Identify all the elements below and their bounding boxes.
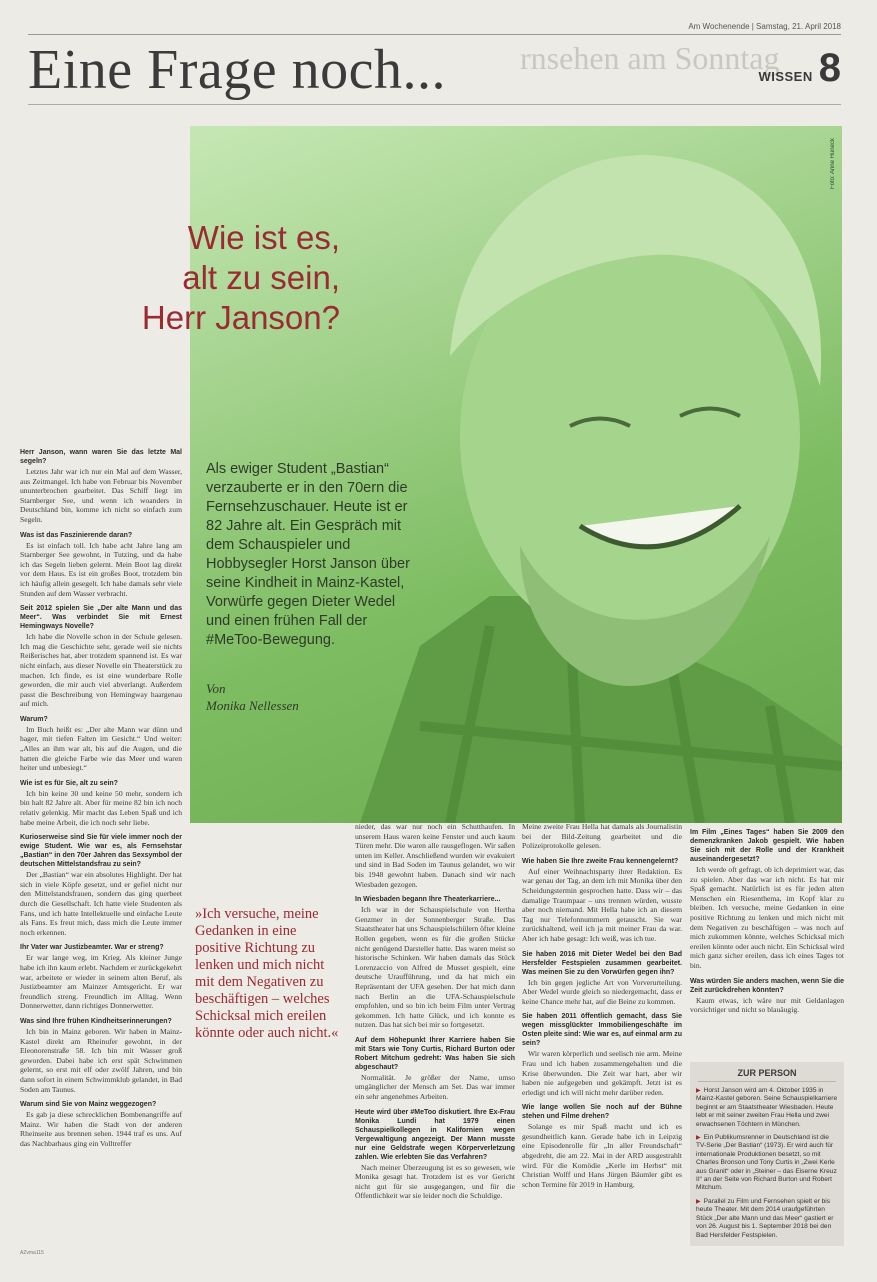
interview-answer: Ich werde oft gefragt, ob ich deprimiert war, das zu spielen. Aber das war ich nicht. Es hat mir Spaß gemacht. Natürlich ist es für jeden alten Menschen ein Riesenthema, im Kopf klar zu bleiben. Ich versuche, meine Gedanken in eine positive Richtung zu lenken und mich nicht mit dem Negativen zu beschäftigen – was noch auf mich zukommen könnte, welches Schicksal mich ereilen könnte oder auch nicht. Ein Schicksal wird mich ganz sicher ereilen, dass ich eines Tages tot bin. bbox=[690, 865, 844, 970]
interview-answer: Solange es mir Spaß macht und ich es gesundheitlich kann. Gerade habe ich in Leipzig eine Episodenrolle für „In aller Freundschaft“ abgedreht, die am 22. Mai in der ARD ausgestrahlt wird. Für die Komödie „Kerle im Herbst“ mit Christian Wolff und Hans Jürgen Bäumler gibt es schon Termine für 2019 in Hamburg. bbox=[522, 1122, 682, 1189]
byline-author: Monika Nellessen bbox=[206, 698, 299, 713]
text-column-3 bbox=[522, 822, 682, 1189]
interview-question: Wie lange wollen Sie noch auf der Bühne stehen und Filme drehen? bbox=[522, 1104, 682, 1121]
article-title-line: Herr Janson? bbox=[141, 299, 340, 336]
interview-answer: Ich war in der Schauspielschule von Hertha Genzmer in der Sonnenberger Straße. Das Staatstheater hat uns Schauspielschülern öfter kleine Rollen gegeben, wenn es für die großen Stücke nicht genügend Darsteller hatte. Das waren meist so historische Schinken. Wir haben damals das Stück Lorenzaccio von Alfred de Musset gespielt, eine deutsche Uraufführung, und da hat mich ein Repräsentant der UFA gesehen. Der hat mich dann nach Berlin an die UFA-Schauspielschule empfohlen, und so bin ich beim Film unter Vertrag gekommen. Ich hatte Glück, und ich konnte es nutzen. Das hat sich bei mir so fortgesetzt. bbox=[355, 905, 515, 1030]
page-headline: Eine Frage noch... bbox=[28, 39, 446, 101]
interview-answer: Nach meiner Überzeugung ist es so gewesen, wie Monika gesagt hat. Trotzdem ist es vor Gericht nicht gut für sie ausgegangen, und für die Öffentlichkeit war sie leider noch die Schuldige. bbox=[355, 1162, 515, 1201]
section-label bbox=[758, 46, 841, 91]
interview-answer: Es gab ja diese schrecklichen Bombenangriffe auf Mainz. Wir haben die Stadt von der anderen Rheinseite aus brennen sehen. 1944 traf es uns. Auf das Nachbarhaus ging ein Volltreffer bbox=[20, 1110, 182, 1148]
byline-prefix: Von bbox=[206, 681, 226, 696]
zur-person-box bbox=[690, 1062, 844, 1246]
interview-answer: Ich bin in Mainz geboren. Wir haben in Mainz-Kastel direkt am Rheinufer gewohnt, in der Eleonorenstraße 58. Ich bin mit Wasser groß geworden. Dabei habe ich erst spät Schwimmen gelernt, so erst mit elf oder zwölf Jahren, und bin dann sofort in einem Schwimmklub gelandet, in Bad Soden am Taunus. bbox=[20, 1026, 182, 1094]
interview-answer: Ich habe die Novelle schon in der Schule gelesen. Ich mag die Geschichte sehr, gerade weil sie nichts Reißerisches hat, aber trotzdem spannend ist. Es war nicht einfach, aus dieser Novelle ein Theaterstück zu machen. Ich finde, es ist eine wunderbare Rolle geworden, die mir auch viel abverlangt. Außerdem passt die Beschreibung von Hemingway haargenau auf mich. bbox=[20, 632, 182, 709]
zur-person-title: ZUR PERSON bbox=[698, 1062, 836, 1082]
interview-answer: Meine zweite Frau Hella hat damals als Journalistin bei der Bild-Zeitung gearbeitet und die Polizeiprotokolle gelesen. bbox=[522, 822, 682, 851]
dateline: Am Wochenende | Samstag, 21. April 2018 bbox=[688, 22, 841, 31]
interview-question: Warum? bbox=[20, 715, 48, 723]
header-rule bbox=[28, 104, 841, 105]
pull-quote: »Ich versuche, meine Gedanken in eine positive Richtung zu lenken und mich nicht mit dem Negativen zu beschäftigen – welches Schicksal mich ereilen könnte oder auch nicht.« bbox=[195, 906, 339, 1041]
footer-code: AZvma115 bbox=[20, 1250, 44, 1256]
interview-question: Sie haben 2011 öffentlich gemacht, dass Sie wegen missglückter Immobiliengeschäfte im Osten pleite sind: Wie war es, auf einmal arm zu sein? bbox=[522, 1013, 682, 1048]
text-column-1 bbox=[20, 442, 182, 1148]
zur-person-item: ▶ Ein Publikumsrenner in Deutschland ist die TV-Serie „Der Bastian“ (1973). Er wird auch für internationale Produktionen besetzt, so mit Charles Bronson und Tony Curtis in „Zwei Kerle aus Granit“ oder in „Steiner – das Eiserne Kreuz II“ an der Seite von Richard Burton und Robert Mitchum. bbox=[696, 1134, 837, 1192]
zur-person-item: ▶ Parallel zu Film und Fernsehen spielt er bis heute Theater. Mit dem 2014 uraufgeführten Stück „Der alte Mann und das Meer“ gastiert er von 26. August bis 1. September 2018 bei den Bad Hersfelder Festspielen. bbox=[696, 1197, 834, 1239]
top-rule bbox=[28, 34, 841, 35]
interview-answer: Es ist einfach toll. Ich habe acht Jahre lang am Starnberger See gewohnt, in Tutzing, und da habe ich das Segeln lieben gelernt. Mein Boot lag direkt vor dem Haus. Es ist ein großes Boot, trotzdem bin ich häufig allein gesegelt. Ich habe damals sehr viele Stunden auf dem Wasser verbracht. bbox=[20, 540, 182, 598]
interview-answer: Der „Bastian“ war ein absolutes Highlight. Der hat sich in viele Köpfe gesetzt, und er gefiel nicht nur den Mittelstandsfrauen, sondern das ging querbeet durch die Gesellschaft. Ich hatte viele Studenten als Fans, und ich hatte Intellektuelle und einfache Leute als Fans. Es freut mich, dass mich die Leute immer noch erkennen. bbox=[20, 870, 182, 937]
triangle-bullet-icon: ▶ bbox=[696, 1088, 701, 1094]
text-column-4 bbox=[690, 822, 844, 1015]
interview-answer: Ich bin keine 30 und keine 50 mehr, sondern ich bin halt 82 Jahre alt. Aber für meine 82 bin ich noch relativ gelenkig. Mir macht das Leben Spaß und ich habe meine Arbeit, die ich noch sehr liebe. bbox=[20, 788, 182, 827]
page-number: 8 bbox=[818, 46, 841, 90]
interview-question: Sie haben 2016 mit Dieter Wedel bei den Bad Hersfelder Festspielen zusammen gearbeitet. Was meinen Sie zu den Vorwürfen gegen ihn? bbox=[522, 950, 682, 976]
interview-question: Wie haben Sie Ihre zweite Frau kennengelernt? bbox=[522, 857, 679, 865]
article-title bbox=[100, 218, 340, 338]
interview-answer: Normalität. Je größer der Name, umso umgänglicher der Mensch am Set. Das war immer ein sehr angenehmes Arbeiten. bbox=[355, 1072, 515, 1102]
interview-answer: Im Buch heißt es: „Der alte Mann war dünn und hager, mit tiefen Falten im Gesicht.“ Und weiter: „Alles an ihm war alt, bis auf die Augen, und die hatten die gleiche Farbe wie das Meer und waren heiter und unbesiegt.“ bbox=[20, 724, 182, 773]
interview-answer: Auf einer Weihnachtsparty ihrer Redaktion. Es war genau der Tag, an dem ich mit Monika über den Scheidungstermin gesprochen hatte. Dass wir – das damalige Traumpaar – uns trennen würden, wusste aber noch niemand. Mit Hella habe ich an diesem Tag nur Telefonnummern getauscht. Sie war zurückhaltend, weil ich ja mit meiner Frau da war. Aber ich habe gesagt: Ich weiß, was ich tue. bbox=[522, 866, 682, 943]
article-title-line: Wie ist es, bbox=[187, 219, 340, 256]
interview-question: Wie ist es für Sie, alt zu sein? bbox=[20, 779, 118, 787]
interview-answer: Letztes Jahr war ich nur ein Mal auf dem Wasser, aus Zeitmangel. Ich habe von Februar bis November ununterbrochen gearbeitet. Das Schiff liegt im Starnberger See, und wenn ich woanders in Deutschland bin, komme ich nicht so einfach zum Segeln. bbox=[20, 467, 182, 524]
interview-question: Was sind Ihre frühen Kindheitserinnerungen? bbox=[20, 1017, 172, 1025]
interview-answer: Er war lange weg, im Krieg. Als kleiner Junge habe ich ihn kaum erlebt. Nachdem er zurückgekehrt war, arbeitete er wieder in seinem alten Beruf, als Justizbeamter am Mainzer Amtsgericht. Er war freundlich streng. Freundlich im Alltag. Wenn Donnerwetter, dann richtiges Donnerwetter. bbox=[20, 953, 182, 1011]
text-column-2 bbox=[355, 822, 515, 1201]
interview-answer: Ich bin gegen jegliche Art von Vorverurteilung. Aber Wedel wurde gleich so niedergemacht, dass er keine Chance mehr hat, auf die Beine zu kommen. bbox=[522, 977, 682, 1006]
section-name: WISSEN bbox=[758, 69, 813, 84]
interview-question: Was ist das Faszinierende daran? bbox=[20, 531, 133, 539]
zur-person-item: ▶ Horst Janson wird am 4. Oktober 1935 in Mainz-Kastel geboren. Seine Schauspielkarriere beginnt er am Staatstheater Wiesbaden. Heute lebt er mit seiner zweiten Frau Hella und zwei erwachsenen Töchtern in München. bbox=[696, 1087, 838, 1128]
interview-answer: Wir waren körperlich und seelisch nie arm. Meine Frau und ich haben zusammengehalten und die Krise überwunden. Die Zeit war hart, aber wir haben nie aufgegeben und gekämpft. Jetzt ist es erledigt und ich will nicht mehr darüber reden. bbox=[522, 1049, 682, 1097]
byline bbox=[206, 680, 299, 714]
interview-question: Kurioserweise sind Sie für viele immer noch der ewige Student. Wie war es, als Fernsehstar „Bastian“ in den 70er Jahren das Sexsymbol der deutschen Mittelstandsfrau zu sein? bbox=[20, 834, 182, 869]
photo-credit: Foto: Anne Huneck bbox=[830, 138, 836, 190]
article-title-line: alt zu sein, bbox=[182, 259, 340, 296]
interview-answer: Kaum etwas, ich wäre nur mit Geldanlagen vorsichtiger und nicht so blauäugig. bbox=[690, 995, 844, 1015]
interview-question: Warum sind Sie von Mainz weggezogen? bbox=[20, 1101, 157, 1109]
triangle-bullet-icon: ▶ bbox=[696, 1135, 701, 1142]
interview-question: Heute wird über #MeToo diskutiert. Ihre Ex-Frau Monika Lundi hat 1979 einen Schauspielkollegen in Kalifornien wegen Vergewaltigung angezeigt. Der Mann musste nur eine Geldstrafe wegen Körperverletzung zahlen. Wie erlebten Sie das Verfahren? bbox=[355, 1108, 515, 1161]
interview-question: Herr Janson, wann waren Sie das letzte Mal segeln? bbox=[20, 449, 182, 465]
interview-question: Im Film „Eines Tages“ haben Sie 2009 den demenzkranken Jakob gespielt. Wie haben Sie sich mit der Rolle und der Krankheit auseinandergesetzt? bbox=[690, 829, 844, 863]
interview-question: Seit 2012 spielen Sie „Der alte Mann und das Meer“. Was verbindet Sie mit Ernest Hemingways Novelle? bbox=[20, 605, 182, 631]
triangle-bullet-icon: ▶ bbox=[696, 1198, 701, 1205]
interview-question: In Wiesbaden begann Ihre Theaterkarriere... bbox=[355, 896, 501, 904]
article-intro: Als ewiger Student „Bastian“ verzauberte er in den 70ern die Fernsehzuschauer. Heute ist er 82 Jahre alt. Ein Gespräch mit dem Schauspieler und Hobbysegler Horst Janson über seine Kindheit in Mainz-Kastel, Vorwürfe gegen Dieter Wedel und einen frühen Fall der #MeToo-Bewegung. bbox=[206, 461, 410, 648]
interview-question: Auf dem Höhepunkt Ihrer Karriere haben Sie mit Stars wie Tony Curtis, Richard Burton oder Robert Mitchum gedreht: Was haben Sie sich abgeschaut? bbox=[355, 1036, 515, 1071]
interview-question: Ihr Vater war Justizbeamter. War er streng? bbox=[20, 944, 164, 952]
interview-answer: nieder, das war nur noch ein Schutthaufen. In unserem Haus waren keine Fenster und auch kaum Türen mehr. Die waren alle rausgeflogen. Wir saßen unten im Keller. Anschließend wurden wir evakuiert und sind in Bad Soden im Taunus gelandet, wo wir bis 1948 gewohnt haben. Danach sind wir nach Wiesbaden gezogen. bbox=[355, 822, 515, 889]
bleed-through-text: rnsehen am Sonntag bbox=[520, 40, 780, 76]
interview-question: Was würden Sie anders machen, wenn Sie die Zeit zurückdrehen könnten? bbox=[690, 977, 844, 994]
